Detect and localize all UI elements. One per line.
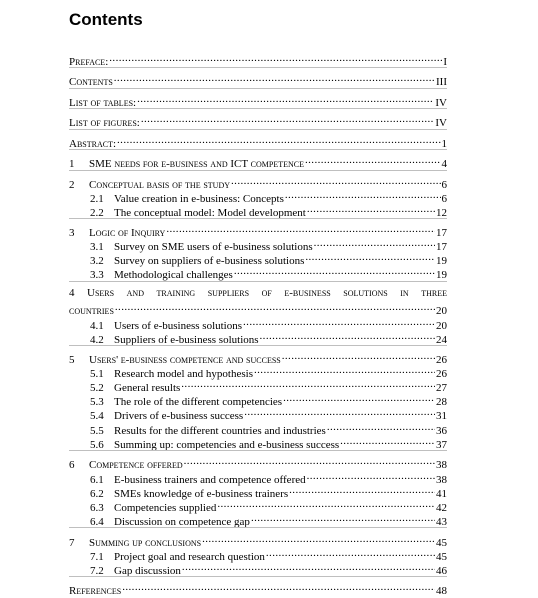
toc-page-number: 4 [441,158,447,170]
toc-entry-section-3-3[interactable] [90,264,447,281]
chapter-number: 5 [69,354,75,366]
row-divider [69,170,447,171]
toc-page-number: 17 [436,241,447,253]
section-number: 6.3 [90,502,104,514]
toc-entry-section-7-2[interactable] [90,560,447,577]
toc-entry-section-6-2[interactable] [90,483,447,500]
section-number: 7.2 [90,565,104,577]
toc-entry-section-4-1[interactable] [90,315,447,332]
dot-leader [260,329,435,343]
row-divider [69,576,447,577]
toc-page-number: I [443,56,447,68]
title-word: training [156,287,196,299]
toc-page-number: 46 [436,565,447,577]
toc-entry-title: Conceptual basis of the study [89,179,231,191]
section-number: 3.2 [90,255,104,267]
dot-leader [289,483,435,497]
row-divider [69,345,447,346]
toc-page-number: 1 [441,138,447,150]
dot-leader [109,51,442,65]
toc-entry-preface[interactable] [69,51,447,68]
dot-leader [122,580,435,594]
section-number: 5.5 [90,425,104,437]
toc-entry-title: Survey on suppliers of e-business solutions [114,255,305,267]
section-number: 5.6 [90,439,104,451]
toc-entry-title: Methodological challenges [114,269,233,281]
toc-entry-section-6-3[interactable] [90,497,447,514]
chapter-number: 4 [69,287,75,299]
toc-entry-list-of-tables[interactable] [69,92,447,109]
toc-page-number: IV [435,117,447,129]
dot-leader [181,377,435,391]
toc-page-number: 26 [436,368,447,380]
chapter-number: 2 [69,179,75,191]
toc-entry-title: The role of the different competencies [114,396,283,408]
toc-page-number: 26 [436,354,447,366]
toc-entry-section-4-2[interactable] [90,329,447,346]
section-number: 4.1 [90,320,104,332]
toc-entry-section-2-2[interactable] [90,202,447,219]
toc-entry-title: SME needs for e-business and ICT competence [89,158,304,170]
toc-entry-title: Preface: [69,56,109,68]
dot-leader [217,497,435,511]
toc-entry-title: General results [114,382,181,394]
chapter-number: 7 [69,537,75,549]
chapter-number: 1 [69,158,75,170]
toc-entry-contents[interactable] [69,71,447,88]
toc-entry-title: Competence offered [89,459,183,471]
toc-page-number: 42 [436,502,447,514]
toc-page-number: 48 [436,585,447,597]
toc-entry-title: References [69,585,122,597]
section-number: 5.3 [90,396,104,408]
row-divider [69,527,447,528]
dot-leader [305,250,435,264]
title-word: suppliers [207,287,250,299]
toc-entry-chapter-4[interactable] [69,286,447,300]
row-divider [69,108,447,109]
toc-entry-abstract[interactable] [69,133,447,150]
page-title: Contents [69,10,143,29]
toc-entry-title: SMEs knowledge of e-business trainers [114,488,289,500]
title-word: solutions [343,287,388,299]
dot-leader [327,420,435,434]
toc-entry-title: Users of e-business solutions [114,320,243,332]
toc-page-number: IV [435,97,447,109]
dot-leader [166,222,435,236]
section-number: 4.2 [90,334,104,346]
dot-leader [234,264,435,278]
toc-entry-chapter-7[interactable] [69,532,447,549]
section-number: 7.1 [90,551,104,563]
toc-entry-section-5-2[interactable] [90,377,447,394]
toc-entry-title: Summing up: competencies and e-business success [114,439,340,451]
toc-entry-title: Summing up conclusions [89,537,202,549]
toc-page-number: 20 [436,305,447,317]
toc-page-number: 36 [436,425,447,437]
toc-entry-title: Results for the different countries and industries [114,425,326,437]
toc-entry-title: E-business trainers and competence offered [114,474,306,486]
dot-leader [285,188,441,202]
section-number: 5.2 [90,382,104,394]
toc-entry-title: Survey on SME users of e-business solutions [114,241,313,253]
toc-entry-chapter-1[interactable] [69,153,447,170]
dot-leader [244,405,435,419]
dot-leader [182,560,435,574]
toc-page-number: 20 [436,320,447,332]
chapter-number: 6 [69,459,75,471]
row-divider [69,88,447,89]
toc-entry-title: Gap discussion [114,565,181,577]
toc-page-number: III [436,76,447,88]
section-number: 6.2 [90,488,104,500]
row-divider [69,218,447,219]
toc-entry-title: The conceptual model: Model development [114,207,306,219]
section-number: 5.1 [90,368,104,380]
toc-entry-title: Contents [69,76,113,88]
dot-leader [307,202,435,216]
dot-leader [115,300,435,314]
toc-page-number: 41 [436,488,447,500]
toc-entry-list-of-figures[interactable] [69,112,447,129]
toc-page-number: 6 [441,179,447,191]
toc-entry-title: Discussion on competence gap [114,516,250,528]
title-word: of [261,287,272,299]
toc-page-number: 17 [436,227,447,239]
dot-leader [141,112,435,126]
dot-leader [254,363,435,377]
title-word: and [126,287,144,299]
dot-leader [307,469,435,483]
toc-page-number: 45 [436,537,447,549]
toc-page-number: 38 [436,459,447,471]
toc-entry-chapter-6[interactable] [69,454,447,471]
section-number: 6.1 [90,474,104,486]
row-divider [69,67,447,68]
toc-entry-section-2-1[interactable] [90,188,447,205]
dot-leader [266,546,435,560]
section-number: 2.2 [90,207,104,219]
dot-leader [202,532,435,546]
toc-page-number: 38 [436,474,447,486]
toc-page-number: 24 [436,334,447,346]
toc-entry-chapter-3[interactable] [69,222,447,239]
toc-entry-title: Value creation in e-business: Concepts [114,193,284,205]
toc-page-number: 37 [436,439,447,451]
dot-leader [114,71,435,85]
toc-page-number: 43 [436,516,447,528]
row-divider [69,281,447,282]
row-divider [69,149,447,150]
title-word: Users [87,287,115,299]
toc-entry-section-3-2[interactable] [90,250,447,267]
toc-entry-title: Competencies supplied [114,502,217,514]
toc-entry-section-6-1[interactable] [90,469,447,486]
dot-leader [305,153,441,167]
toc-entry-references[interactable] [69,580,447,597]
toc-page-number: 27 [436,382,447,394]
dot-leader [137,92,434,106]
title-word: three [421,287,447,299]
toc-entry-chapter-4-continued[interactable] [69,300,447,317]
toc-entry-title: countries [69,305,114,317]
toc-entry-section-5-5[interactable] [90,420,447,437]
section-number: 6.4 [90,516,104,528]
toc-page-number: 19 [436,269,447,281]
toc-entry-title: Drivers of e-business success [114,410,244,422]
toc-page-number: 19 [436,255,447,267]
toc-entry-chapter-2[interactable] [69,174,447,191]
dot-leader [283,391,435,405]
toc-entry-title: Users' e-business competence and success [89,354,281,366]
dot-leader [251,511,435,525]
chapter-number: 3 [69,227,75,239]
toc-entry-title: List of figures: [69,117,140,129]
dot-leader [243,315,435,329]
toc-entry-title: List of tables: [69,97,137,109]
section-number: 5.4 [90,410,104,422]
section-number: 3.1 [90,241,104,253]
toc-entry-section-5-4[interactable] [90,405,447,422]
toc-entry-section-7-1[interactable] [90,546,447,563]
toc-entry-title: Logic of Inquiry [89,227,166,239]
toc-entry-chapter-5[interactable] [69,349,447,366]
row-divider [69,450,447,451]
toc-entry-section-5-3[interactable] [90,391,447,408]
toc-entry-section-5-6[interactable] [90,434,447,451]
toc-page-number: 31 [436,410,447,422]
dot-leader [282,349,435,363]
section-number: 2.1 [90,193,104,205]
dot-leader [184,454,435,468]
dot-leader [314,236,435,250]
toc-entry-title: Project goal and research question [114,551,265,563]
toc-entry-section-6-4[interactable] [90,511,447,528]
toc-page-number: 28 [436,396,447,408]
toc-page-number: 12 [436,207,447,219]
title-word: e-business [284,287,331,299]
toc-page-number: 6 [441,193,447,205]
row-divider [69,129,447,130]
toc-entry-section-3-1[interactable] [90,236,447,253]
toc-entry-title: Abstract: [69,138,117,150]
toc-page-number: 45 [436,551,447,563]
section-number: 3.3 [90,269,104,281]
dot-leader [117,133,440,147]
toc-entry-section-5-1[interactable] [90,363,447,380]
toc-entry-title: Research model and hypothesis [114,368,253,380]
dot-leader [231,174,440,188]
toc-entry-title: Suppliers of e-business solutions [114,334,259,346]
dot-leader [340,434,435,448]
title-word: in [400,287,409,299]
